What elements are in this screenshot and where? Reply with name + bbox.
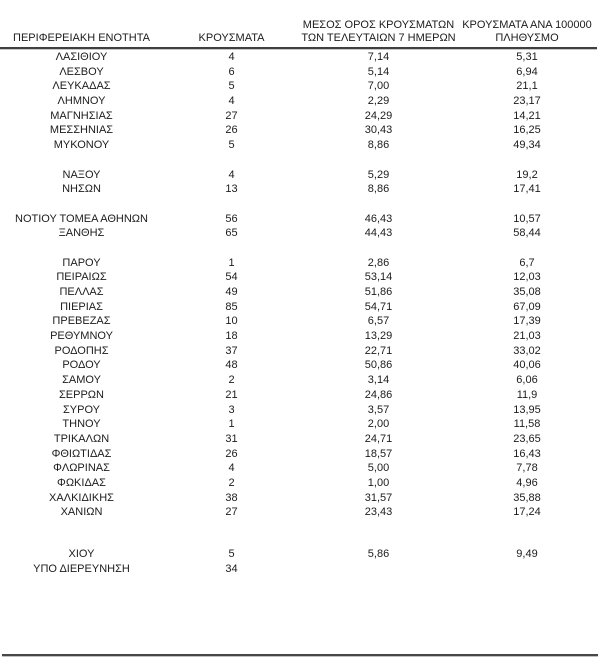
column-header-region [0,32,163,45]
per100k-cell: 16,25 [513,124,541,137]
table-row [0,212,597,227]
region-cell: ΝΗΣΩΝ [62,183,101,196]
table-row [0,329,597,344]
column-header-per100k [457,19,597,45]
region-cell: ΠΙΕΡΙΑΣ [60,300,103,313]
table-row [0,547,597,562]
per100k-cell: 11,9 [516,388,538,401]
avg7day-cell: 7,14 [367,51,390,63]
avg7day-cell [300,562,457,577]
avg7day-cell: 24,71 [364,432,393,445]
cases-cell: 26 [225,447,238,460]
per100k-cell: 14,21 [513,109,541,122]
region-cell: ΠΕΙΡΑΙΩΣ [56,271,107,284]
per100k-cell: 11,58 [513,418,541,431]
per100k-cell: 19,2 [516,168,538,181]
avg7day-cell: 51,86 [364,286,393,298]
table-row [0,358,597,373]
per100k-cell: 17,24 [513,506,541,519]
per100k-cell: 35,88 [513,491,541,504]
per100k-cell: 6,06 [516,374,538,387]
table-row [0,373,597,388]
cases-cell: 5 [228,139,235,152]
table-row [0,50,597,65]
cases-cell: 1 [228,256,235,269]
per100k-cell: 12,03 [513,271,541,284]
cases-cell: 38 [225,491,238,504]
region-cell: ΜΥΚΟΝΟΥ [53,139,110,152]
avg7day-cell: 8,86 [367,183,390,196]
cases-cell: 5 [228,548,235,560]
avg7day-cell: 22,71 [364,344,393,357]
per100k-cell: 67,09 [513,300,541,313]
column-header-cases-label: ΚΡΟΥΣΜΑΤΑ [198,32,265,44]
avg7day-cell: 8,86 [367,139,390,152]
table-row [0,447,597,462]
cases-cell: 4 [228,168,235,181]
avg7day-cell: 5,14 [367,65,390,78]
avg7day-cell: 54,71 [364,300,393,313]
per100k-cell [457,562,597,577]
per100k-cell: 23,17 [513,95,541,108]
table-row [0,476,597,491]
cases-cell: 85 [225,300,238,313]
avg7day-cell: 50,86 [364,359,393,372]
table-body [0,49,597,576]
table-row [0,138,597,153]
region-cell: ΜΑΓΝΗΣΙΑΣ [50,109,113,122]
table-row [0,285,597,300]
region-cell: ΝΟΤΙΟΥ ΤΟΜΕΑ ΑΘΗΝΩΝ [15,212,148,225]
avg7day-cell: 3,57 [367,403,390,416]
region-cell: ΦΩΚΙΔΑΣ [57,476,106,489]
avg7day-cell: 2,29 [367,95,390,108]
cases-cell: 10 [225,315,238,328]
region-cell: ΛΕΥΚΑΔΑΣ [52,80,111,93]
region-cell: ΤΡΙΚΑΛΩΝ [53,432,110,445]
cases-cell: 21 [225,388,238,401]
per100k-cell: 4,96 [516,476,538,489]
column-header-avg7day-line1: ΜΕΣΟΣ ΟΡΟΣ ΚΡΟΥΣΜΑΤΩΝ [302,19,455,31]
per100k-cell: 58,44 [513,227,541,240]
region-cell: ΣΕΡΡΩΝ [59,388,104,401]
region-cell: ΧΙΟΥ [68,548,95,560]
cases-cell: 3 [228,403,235,416]
region-cell: ΛΗΜΝΟΥ [57,95,106,108]
region-cell: ΜΕΣΣΗΝΙΑΣ [49,124,114,137]
per100k-cell: 17,41 [513,183,541,196]
row-gap [0,153,597,168]
per100k-cell: 23,65 [513,432,541,445]
region-cell: ΝΑΞΟΥ [62,168,101,181]
cases-cell: 18 [225,330,238,343]
table-row [0,403,597,418]
region-cell: ΦΛΩΡΙΝΑΣ [53,462,110,475]
region-cell: ΡΟΔΟΠΗΣ [54,344,109,357]
region-cell: ΤΗΝΟΥ [62,418,101,431]
avg7day-cell: 23,43 [364,506,393,519]
cases-cell: 49 [225,286,238,298]
table-row [0,417,597,432]
cases-cell: 2 [228,374,235,387]
column-header-avg7day [300,19,457,45]
region-cell: ΛΕΣΒΟΥ [59,65,104,78]
per100k-cell: 13,95 [513,403,541,416]
per100k-cell: 17,39 [513,315,541,328]
avg7day-cell: 5,00 [367,462,390,475]
table-row [0,226,597,241]
region-cell: ΧΑΛΚΙΔΙΚΗΣ [49,491,114,504]
table-row [0,432,597,447]
row-gap [0,520,597,547]
cases-cell: 4 [228,95,235,108]
table-row [0,505,597,520]
avg7day-cell: 46,43 [364,212,393,225]
per100k-cell: 40,06 [513,359,541,372]
region-cell: ΛΑΣΙΘΙΟΥ [55,51,108,63]
region-cell: ΧΑΝΙΩΝ [60,506,103,519]
cases-cell: 34 [225,562,238,575]
per100k-cell: 35,08 [513,286,541,298]
per100k-cell: 9,49 [516,548,538,560]
region-cell: ΣΑΜΟΥ [62,374,101,387]
per100k-cell: 21,1 [516,80,538,93]
column-header-avg7day-line2: ΤΩΝ ΤΕΛΕΥΤΑΙΩΝ 7 ΗΜΕΡΩΝ [301,32,456,44]
region-cell: ΞΑΝΘΗΣ [58,227,105,240]
table-row [0,344,597,359]
table-row [0,491,597,506]
avg7day-cell: 24,29 [364,109,393,122]
avg7day-cell: 44,43 [364,227,393,240]
cases-cell: 26 [225,124,238,137]
per100k-cell: 7,78 [516,462,538,475]
cases-cell: 56 [225,212,238,225]
region-cell: ΥΠΟ ΔΙΕΡΕΥΝΗΣΗ [33,562,130,575]
row-gap [0,241,597,256]
per100k-cell: 21,03 [513,330,541,343]
table-row [0,94,597,109]
avg7day-cell: 18,57 [364,447,393,460]
avg7day-cell: 2,86 [367,256,390,269]
table-row [0,388,597,403]
region-cell: ΠΡΕΒΕΖΑΣ [52,315,111,328]
table-row [0,79,597,94]
cases-cell: 4 [228,51,235,63]
bottom-divider-line [2,654,598,656]
avg7day-cell: 5,86 [367,548,390,560]
cases-cell: 54 [225,271,238,284]
table-row [0,314,597,329]
per100k-cell: 10,57 [513,212,541,225]
table-row [0,109,597,124]
avg7day-cell: 3,14 [367,374,390,387]
avg7day-cell: 53,14 [364,271,393,284]
avg7day-cell: 24,86 [364,388,393,401]
region-cell: ΡΟΔΟΥ [62,359,101,372]
table-header-row [0,0,597,49]
avg7day-cell: 5,29 [367,168,390,181]
table-row [0,256,597,271]
region-cell: ΦΘΙΩΤΙΔΑΣ [51,447,112,460]
column-header-per100k-line2: ΠΛΗΘΥΣΜΟ [495,32,559,44]
table-row [0,300,597,315]
region-cell: ΠΑΡΟΥ [62,256,101,269]
cases-cell: 27 [225,109,238,122]
cases-cell: 65 [225,227,238,240]
avg7day-cell: 1,00 [367,476,390,489]
avg7day-cell: 30,43 [364,124,393,137]
per100k-cell: 5,31 [516,51,538,63]
cases-cell: 48 [225,359,238,372]
table-row [0,461,597,476]
table-row [0,168,597,183]
per100k-cell: 16,43 [513,447,541,460]
column-header-per100k-line1: ΚΡΟΥΣΜΑΤΑ ΑΝΑ 100000 [462,19,592,31]
cases-cell: 4 [228,462,235,475]
cases-cell: 5 [228,80,235,93]
column-header-region-label: ΠΕΡΙΦΕΡΕΙΑΚΗ ΕΝΟΤΗΤΑ [13,32,150,44]
avg7day-cell: 2,00 [367,418,390,431]
cases-cell: 37 [225,344,238,357]
per100k-cell: 33,02 [513,344,541,357]
per100k-cell: 6,7 [519,256,535,269]
row-gap [0,197,597,212]
table-row [0,270,597,285]
table-row [0,562,597,577]
per100k-cell: 6,94 [516,65,538,78]
cases-cell: 13 [225,183,238,196]
cases-cell: 31 [225,432,238,445]
avg7day-cell: 7,00 [367,80,390,93]
table-row [0,182,597,197]
cases-cell: 27 [225,506,238,519]
column-header-cases [163,32,300,45]
table-row [0,123,597,138]
avg7day-cell: 31,57 [364,491,393,504]
cases-cell: 1 [228,418,235,431]
cases-cell: 2 [228,476,235,489]
region-cell: ΡΕΘΥΜΝΟΥ [50,330,113,343]
avg7day-cell: 13,29 [364,330,393,343]
table-row [0,65,597,80]
avg7day-cell: 6,57 [367,315,390,328]
region-cell: ΠΕΛΛΑΣ [59,286,104,298]
per100k-cell: 49,34 [513,139,541,152]
region-cell: ΣΥΡΟΥ [62,403,100,416]
cases-cell: 6 [228,65,235,78]
